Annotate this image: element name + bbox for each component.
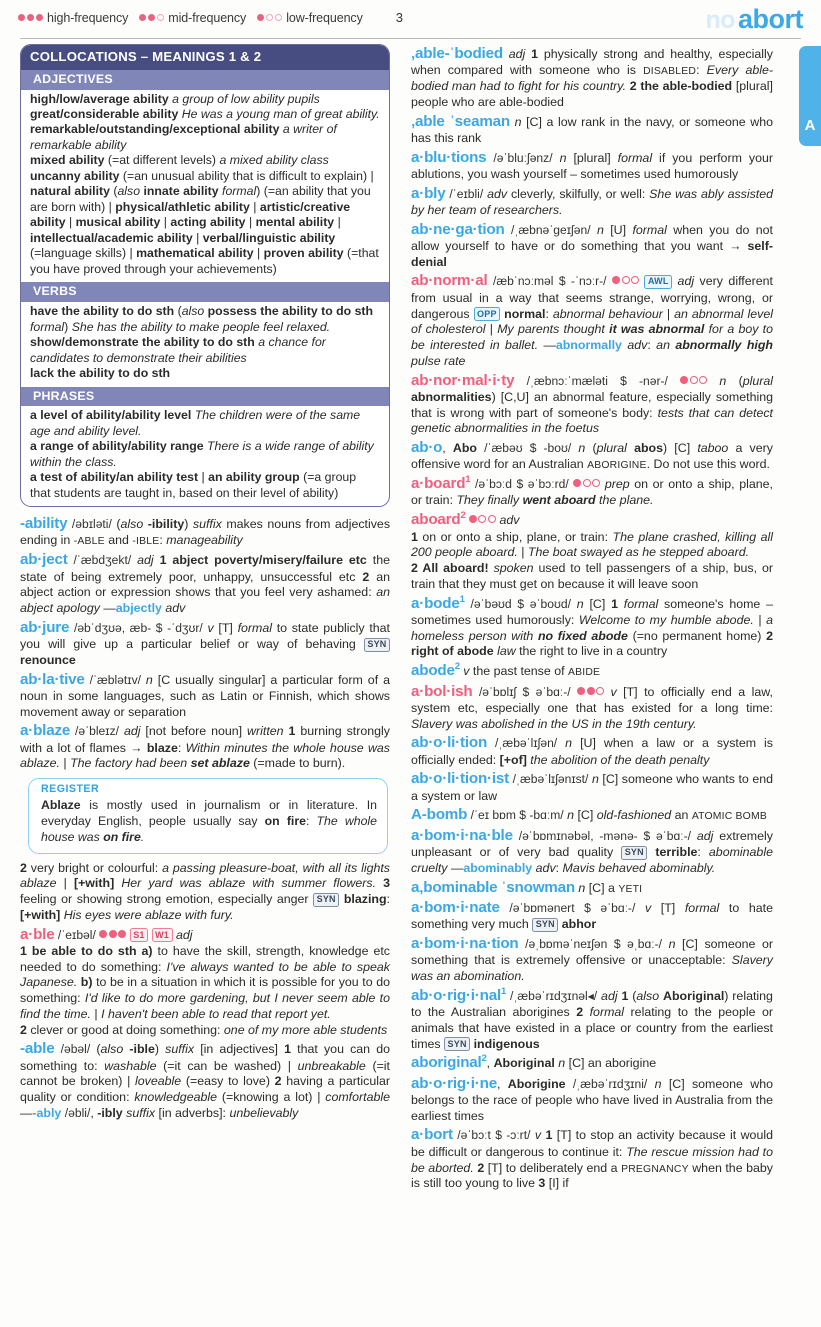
entry-ability-suffix: -ability /əbɪləti/ (also -ibility) suffix makes nouns from adjectives ending in -ABLE and -IBLE: manageability <box>20 515 391 548</box>
legend-label-mid: mid-frequency <box>168 10 247 25</box>
collocations-section-body-verbs: have the ability to do sth (also possess the ability to do sth formal) She has the ability to make people feel relaxed. show/demonstrate the ability to do sth a chance for candidates to demonstrate their abilities lack the ability to do sth <box>30 304 374 381</box>
entry-aboard-1: a·board$^1$ /əˈbɔːd $ əˈbɔːrd/ prep on or onto a ship, plane, or train: They finally went aboard the plane. <box>411 474 773 508</box>
entry-abnegation: ab·ne·ga·tion /ˌæbnəˈɡeɪʃən/ n [U] formal when you do not allow yourself to have or do something that you want → self-denial <box>411 220 773 269</box>
entry-abomination: a·bom·i·na·tion /əˌbɒməˈneɪʃən $ əˌbɑː-/ n [C] someone or something that is extremely offensive or unacceptable: Slavery was an abomination. <box>411 934 773 983</box>
frequency-dots-low <box>257 14 282 21</box>
entry-ably: a·bly /ˈeɪbli/ adv cleverly, skilfully, or well: She was ably assisted by her team of researchers. <box>411 184 774 217</box>
entry-abode-2: abode$^2$ v the past tense of ABIDE <box>411 661 601 680</box>
entry-abominate: a·bom·i·nate /əˈbɒmənert $ əˈbɑː-/ v [T] formal to hate something very much SYN abhor <box>411 898 773 932</box>
frequency-dots-mid <box>139 14 164 21</box>
entry-able-bodied: ‚able-ˈbodied adj 1 physically strong and healthy, especially when compared with someone who is DISABLED: Every able-bodied man had to fight for his country. 2 the able-bodied [plural] people who are able-bodied <box>411 45 774 109</box>
entry-abode-1: a·bode$^1$ /əˈbəʊd $ əˈboʊd/ n [C] 1 formal someone's home – sometimes used humorously: Welcome to my humble abode. | a homeless person with no fixed abode (=no permanent home) 2 right of abode law the right to live in a country <box>411 593 774 659</box>
legend-item-mid <box>139 11 246 25</box>
running-head: abort <box>738 4 803 34</box>
entry-abort: a·bort /əˈbɔːt $ -ɔːrt/ v 1 [T] to stop an activity because it would be difficult or dangerous to continue it: The rescue mission had to be aborted. 2 [T] to deliberately end a PREGNANCY when the baby is still too young to live 3 [I] if <box>411 1126 773 1191</box>
entry-able-seaman: ‚able ˈseaman n [C] a low rank in the navy, or someone who has this rank <box>411 112 773 145</box>
entry-a-bomb: A-bomb /ˈeɪ bɒm $ -bɑːm/ n [C] old-fashioned an ATOMIC BOMB <box>411 806 767 824</box>
entry-abominable-snowman: a‚bominable ˈsnowman n [C] a YETI <box>411 878 643 896</box>
entry-abnormal: ab·norm·al /æbˈnɔːməl $ -ˈnɔːr-/ AWL adj very different from usual in a way that seems strange, worrying, wrong, or dangerous OPP normal: abnormal behaviour | an abnormal level of cholesterol | My parents thought it was abnormal for a boy to be interested in ballet. —abnormally adv: an abnormally high pulse rate <box>411 272 773 368</box>
entry-abominable: a·bom·i·na·ble /əˈbɒmɪnəbəl, -mənə- $ əˈbɑː-/ adj extremely unpleasant or of very bad quality SYN terrible: abominable cruelty —abominably adv: Mavis behaved abominably. <box>411 826 773 875</box>
right-column <box>403 44 801 1327</box>
entry-aboriginal-1: ab·o·rig·i·nal$^1$ /ˌæbəˈrɪdʒɪnəl◂/ adj 1 (also Aboriginal) relating to the Australian aborigines 2 formal relating to the people or animals that have existed in a place or country from the earliest times SYN indigenous <box>411 985 774 1051</box>
entry-able: a·ble /ˈeɪbəl/ S1 W1 adj 1 be able to do sth a) to have the skill, strength, knowledge etc needed to do something: I've always wanted to be able to speak Japanese. b) to be in a situation in which it is possible for you to do something: I'd like to do more gardening, but I never seem able to find the time. | I haven't been able to read that report yet. 2 clever or good at doing something: one of my more able students <box>20 925 390 1037</box>
entry-abolitionist: ab·o·li·tion·ist /ˌæbəˈlɪʃənɪst/ n [C] someone who wants to end a system or law <box>411 770 773 803</box>
entry-ablaze-continued: 2 very bright or colourful: a passing pleasure-boat, with all its lights ablaze | [+with] Her yard was ablaze with summer flowers. 3 feeling or showing strong emotion, especially anger SYN blazing: [+with] His eyes were ablaze with fury. <box>20 860 390 922</box>
collocations-section-heading-adjectives: ADJECTIVES <box>21 70 389 90</box>
entry-ablutions: a·blu·tions /əˈbluːʃənz/ n [plural] formal if you perform your ablutions, you wash yourself – sometimes used humorously <box>411 148 773 181</box>
entry-able-suffix: -able /əbəl/ (also -ible) suffix [in adjectives] 1 that you can do something to: washable (=it can be washed) | unbreakable (=it cannot be broken) | loveable (=easy to love) 2 having a particular quality or condition: knowledgeable (=knowing a lot) | comfortable —-ably /əbli/, -ibly suffix [in adverbs]: unbelievably <box>20 1040 391 1120</box>
frequency-legend <box>18 10 403 25</box>
ghost-running-head: no <box>705 6 735 34</box>
entry-aboriginal-2: aboriginal$^2$, Aboriginal n [C] an aborigine <box>411 1053 657 1072</box>
entry-aboard-2: aboard$^2$ adv 1 on or onto a ship, plane, or train: The plane crashed, killing all 200 people aboard. | The boat swayed as he stepped aboard. 2 All aboard! spoken used to tell passengers of a ship, bus, or train that they must get on because it will leave soon <box>411 510 773 591</box>
entry-abo: ab·o, Abo /ˈæbəʊ $ -boʊ/ n (plural abos) [C] taboo a very offensive word for an Australian ABORIGINE. Do not use this word. <box>411 439 773 472</box>
frequency-dots-high <box>18 14 43 21</box>
collocations-section-body-adjectives: high/low/average ability a group of low ability pupils great/considerable ability He was a young man of great ability. remarkable/outstanding/exceptional ability a writer of remarkable ability mixed ability (=at different levels) a mixed ability class uncanny ability (=an unusual ability that is difficult to explain) | natural ability (also innate ability formal) (=an ability that you are born with) | physical/athletic ability | artistic/creative ability | musical ability | acting ability | mental ability | intellectual/academic ability | verbal/linguistic ability (=language skills) | mathematical ability | proven ability (=that you have proved through your achievements) <box>30 91 380 276</box>
entry-abolish: a·bol·ish /əˈbɒlɪʃ $ əˈbɑː-/ v [T] to officially end a law, system etc, especially one that has existed for a long time: Slavery was abolished in the US in the 19th century. <box>411 682 773 731</box>
collocations-section-body-phrases: a level of ability/ability level The children were of the same age and ability level. a range of ability/ability range There is a wide range of ability within the class. a test of ability/an ability test | an ability group (=a group that students are taught in, based on their level of ability) <box>30 408 374 500</box>
register-box <box>28 778 388 853</box>
letter-tab-a[interactable]: A <box>799 46 821 146</box>
legend-label-high: high-frequency <box>47 10 129 25</box>
collocations-box <box>20 44 390 507</box>
entry-abject: ab·ject /ˈæbdʒekt/ adj 1 abject poverty/misery/failure etc the state of being extremely poor, unhappy, unsuccessful etc 2 an abject action or expression shows that you feel very ashamed: an abject apology —abjectly adv <box>20 551 390 615</box>
collocations-section-heading-verbs: VERBS <box>21 282 389 302</box>
entry-abnormality: ab·nor·mal·i·ty /ˌæbnɔːˈmæləti $ -nər-/ n (plural abnormalities) [C,U] an abnormal feature, especially something that is wrong with part of someone's body: tests that can detect genetic abnormalities in the foetus <box>411 371 774 436</box>
entry-ablaze: a·blaze /əˈbleɪz/ adj [not before noun] written 1 burning strongly with a lot of flames → blaze: Within minutes the whole house was ablaze. | The factory had been set ablaze (=made to burn). <box>20 722 390 771</box>
legend-item-high <box>18 11 128 25</box>
entry-ablative: ab·la·tive /ˈæblətɪv/ n [C usually singular] a particular form of a noun in some languages, such as Latin or Finnish, which shows movement away or separation <box>20 670 390 719</box>
entry-abjure: ab·jure /əbˈdʒʊə, æb- $ -ˈdʒʊr/ v [T] formal to state publicly that you will give up a particular belief or way of behaving SYN renounce <box>20 618 390 667</box>
legend-label-low: low-frequency <box>286 10 363 25</box>
register-box-text: Ablaze is mostly used in journalism or in literature. In everyday English, people usually say on fire: The whole house was on fire. <box>41 797 377 844</box>
header-divider-rule <box>20 38 801 39</box>
register-box-label: REGISTER <box>41 783 100 796</box>
page-number: 3 <box>395 10 403 25</box>
page-header <box>0 0 821 40</box>
entry-abolition: ab·o·li·tion /ˌæbəˈlɪʃən/ n [U] when a law or a system is officially ended: [+of] the abolition of the death penalty <box>411 734 774 767</box>
legend-item-low <box>257 11 363 25</box>
left-column <box>0 44 398 1327</box>
collocations-section-heading-phrases: PHRASES <box>21 387 389 407</box>
entry-aborigine: ab·o·rig·i·ne, Aborigine /ˌæbəˈrɪdʒɪni/ n [C] someone who belongs to the race of people who have lived in Australia from the earliest times <box>411 1074 773 1123</box>
collocations-box-title: COLLOCATIONS – MEANINGS 1 & 2 <box>21 45 389 70</box>
page-columns <box>0 44 821 1327</box>
